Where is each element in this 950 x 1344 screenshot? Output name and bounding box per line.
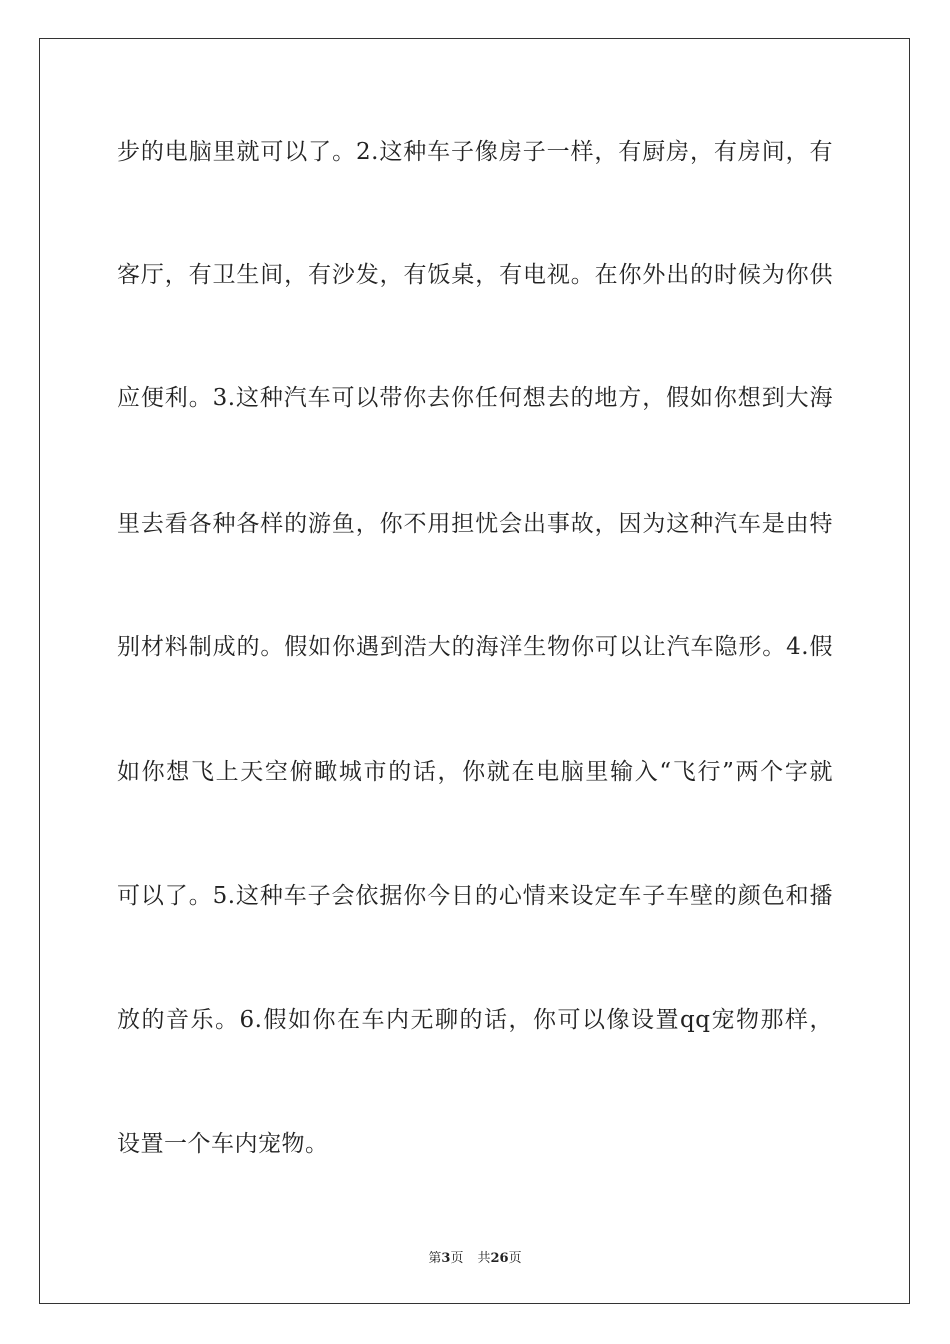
body-text-line: 设置一个车内宠物。 [117,1131,329,1157]
body-text-line: 里去看各种各样的游鱼，你不用担忧会出事故，因为这种汽车是由特 [117,511,833,537]
body-text-line: 客厅，有卫生间，有沙发，有饭桌，有电视。在你外出的时候为你供 [117,262,833,288]
body-text-line: 可以了。5.这种车子会依据你今日的心情来设定车子车壁的颜色和播 [117,883,833,909]
page-label-prefix: 第 [428,1251,442,1266]
page-border [39,38,910,1304]
total-label-prefix: 共 [477,1251,491,1266]
total-label-suffix: 页 [508,1251,522,1266]
body-text-line: 步的电脑里就可以了。2.这种车子像房子一样，有厨房，有房间，有 [117,139,833,165]
page-footer [0,1247,950,1266]
total-pages-number: 26 [490,1251,509,1266]
body-text-line: 应便利。3.这种汽车可以带你去你任何想去的地方，假如你想到大海 [117,385,833,411]
body-text-line: 放的音乐。6.假如你在车内无聊的话，你可以像设置qq宠物那样， [117,1007,833,1033]
body-text-line: 如你想飞上天空俯瞰城市的话，你就在电脑里输入“飞行”两个字就 [117,759,833,785]
current-page-number: 3 [441,1251,451,1266]
page-label-suffix: 页 [450,1251,464,1266]
body-text-line: 别材料制成的。假如你遇到浩大的海洋生物你可以让汽车隐形。4.假 [117,634,833,660]
